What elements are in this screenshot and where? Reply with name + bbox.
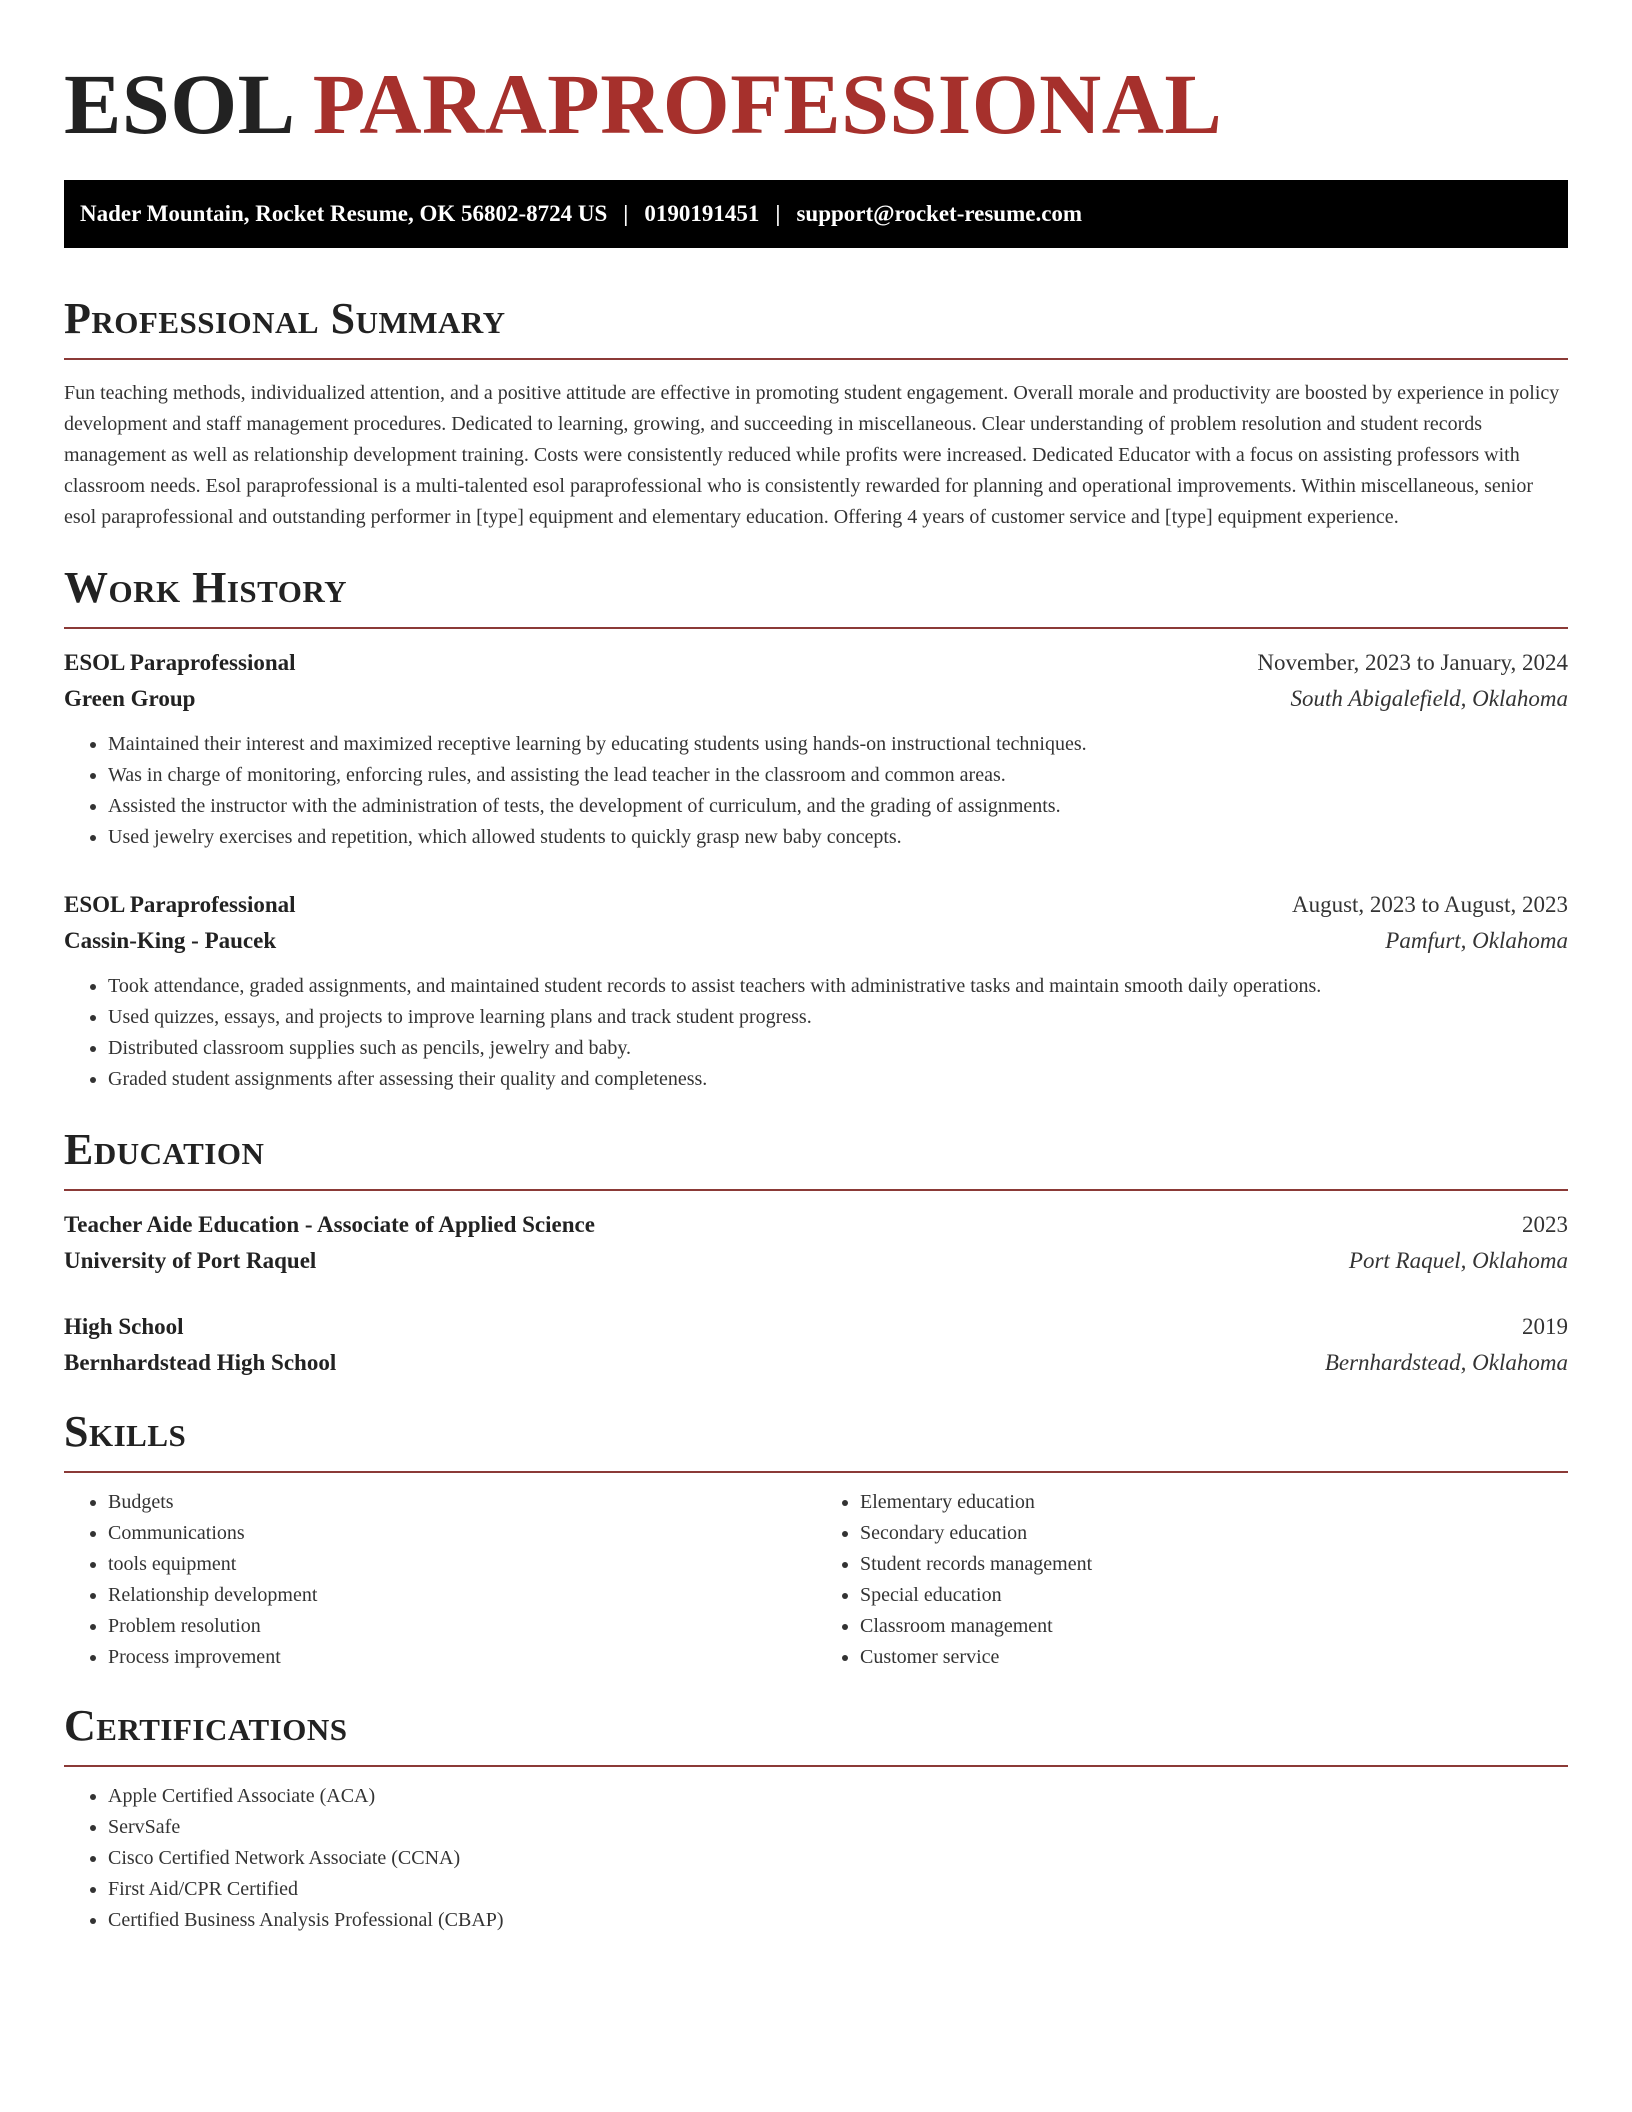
job-entry: [64, 645, 1568, 853]
education-year: 2023: [1522, 1212, 1568, 1237]
list-item: • tools equipment: [108, 1549, 816, 1580]
list-item: • Special education: [860, 1580, 1568, 1611]
title-part-2: PARAPROFESSIONAL: [312, 56, 1223, 152]
education-degree: Teacher Aide Education - Associate of Applied Science: [64, 1212, 595, 1237]
contact-separator: |: [623, 201, 629, 226]
list-item: • Budgets: [108, 1487, 816, 1518]
list-item: • ServSafe: [108, 1812, 1568, 1843]
list-item: • Classroom management: [860, 1611, 1568, 1642]
skills-grid: [64, 1487, 1568, 1673]
education-entry: [64, 1309, 1568, 1381]
education-school: University of Port Raquel: [64, 1248, 317, 1273]
section-divider: [64, 1765, 1568, 1767]
summary-section: [64, 294, 1568, 533]
list-item: • Process improvement: [108, 1642, 816, 1673]
job-header-row: [64, 645, 1568, 681]
certifications-heading: Certifications: [64, 1701, 348, 1750]
education-header-row: [64, 1309, 1568, 1345]
section-divider: [64, 1189, 1568, 1191]
list-item: • Was in charge of monitoring, enforcing rules, and assisting the lead teacher in the classroom and common areas.: [108, 760, 1568, 791]
list-item: • Relationship development: [108, 1580, 816, 1611]
education-year: 2019: [1522, 1314, 1568, 1339]
contact-address: Nader Mountain, Rocket Resume, OK 56802-8724 US: [80, 201, 608, 226]
job-location: Pamfurt, Oklahoma: [1385, 928, 1568, 953]
list-item: • Student records management: [860, 1549, 1568, 1580]
job-company-row: [64, 923, 1568, 959]
education-entry: [64, 1207, 1568, 1279]
list-item: • First Aid/CPR Certified: [108, 1874, 1568, 1905]
education-header-row: [64, 1207, 1568, 1243]
job-dates: November, 2023 to January, 2024: [1257, 650, 1568, 675]
job-company: Green Group: [64, 686, 196, 711]
contact-phone: 0190191451: [644, 201, 760, 226]
job-bullets: [64, 971, 1568, 1095]
skills-section: [64, 1407, 1568, 1673]
list-item: • Problem resolution: [108, 1611, 816, 1642]
skills-heading: Skills: [64, 1407, 187, 1456]
contact-email[interactable]: support@rocket-resume.com: [796, 201, 1083, 226]
work-history-section: [64, 563, 1568, 1095]
summary-text: Fun teaching methods, individualized attention, and a positive attitude are effective in promoting student engagement. Overall morale and productivity are boosted by experience in policy development and staff management procedures. Dedicated to learning, growing, and succeeding in miscellaneous. Clear understanding of problem resolution and student records management as well as relationship development training. Costs were consistently reduced while profits were increased. Dedicated Educator with a focus on assisting professors with classroom needs. Esol paraprofessional is a multi-talented esol paraprofessional who is consistently rewarded for planning and operational improvements. Within miscellaneous, senior esol paraprofessional and outstanding performer in [type] equipment and elementary education. Offering 4 years of customer service and [type] equipment experience.: [64, 382, 1560, 528]
skills-column-right: [816, 1487, 1568, 1673]
list-item: • Used quizzes, essays, and projects to improve learning plans and track student progress.: [108, 1002, 1568, 1033]
summary-heading: Professional Summary: [64, 294, 506, 343]
section-divider: [64, 627, 1568, 629]
title-part-1: ESOL: [64, 56, 291, 152]
job-dates: August, 2023 to August, 2023: [1291, 892, 1568, 917]
list-item: • Apple Certified Associate (ACA): [108, 1781, 1568, 1812]
list-item: • Customer service: [860, 1642, 1568, 1673]
section-divider: [64, 358, 1568, 360]
section-divider: [64, 1471, 1568, 1473]
list-item: • Distributed classroom supplies such as pencils, jewelry and baby.: [108, 1033, 1568, 1064]
certifications-section: [64, 1701, 1568, 1936]
list-item: • Elementary education: [860, 1487, 1568, 1518]
job-company-row: [64, 681, 1568, 717]
education-school-row: [64, 1243, 1568, 1279]
job-company: Cassin-King - Paucek: [64, 928, 277, 953]
resume-page: [64, 0, 1568, 1936]
education-location: Port Raquel, Oklahoma: [1348, 1248, 1568, 1273]
education-school: Bernhardstead High School: [64, 1350, 337, 1375]
list-item: • Used jewelry exercises and repetition, which allowed students to quickly grasp new baby concepts.: [108, 822, 1568, 853]
job-location: South Abigalefield, Oklahoma: [1290, 686, 1568, 711]
list-item: • Graded student assignments after assessing their quality and completeness.: [108, 1064, 1568, 1095]
list-item: • Assisted the instructor with the administration of tests, the development of curriculum, and the grading of assignments.: [108, 791, 1568, 822]
list-item: • Took attendance, graded assignments, and maintained student records to assist teachers with administrative tasks and maintain smooth daily operations.: [108, 971, 1568, 1002]
job-title: ESOL Paraprofessional: [64, 892, 296, 917]
education-school-row: [64, 1345, 1568, 1381]
skills-column-left: [64, 1487, 816, 1673]
education-location: Bernhardstead, Oklahoma: [1324, 1350, 1568, 1375]
list-item: • Cisco Certified Network Associate (CCNA): [108, 1843, 1568, 1874]
job-entry: [64, 887, 1568, 1095]
education-heading: Education: [64, 1125, 265, 1174]
education-section: [64, 1125, 1568, 1381]
resume-title: [64, 0, 1568, 152]
list-item: • Secondary education: [860, 1518, 1568, 1549]
list-item: • Communications: [108, 1518, 816, 1549]
contact-bar: [64, 180, 1568, 248]
education-degree: High School: [64, 1314, 184, 1339]
list-item: • Maintained their interest and maximized receptive learning by educating students using hands-on instructional techniques.: [108, 729, 1568, 760]
job-title: ESOL Paraprofessional: [64, 650, 296, 675]
certifications-list: [64, 1781, 1568, 1936]
job-bullets: [64, 729, 1568, 853]
job-header-row: [64, 887, 1568, 923]
work-history-heading: Work History: [64, 563, 348, 612]
list-item: • Certified Business Analysis Professional (CBAP): [108, 1905, 1568, 1936]
contact-separator: |: [775, 201, 781, 226]
